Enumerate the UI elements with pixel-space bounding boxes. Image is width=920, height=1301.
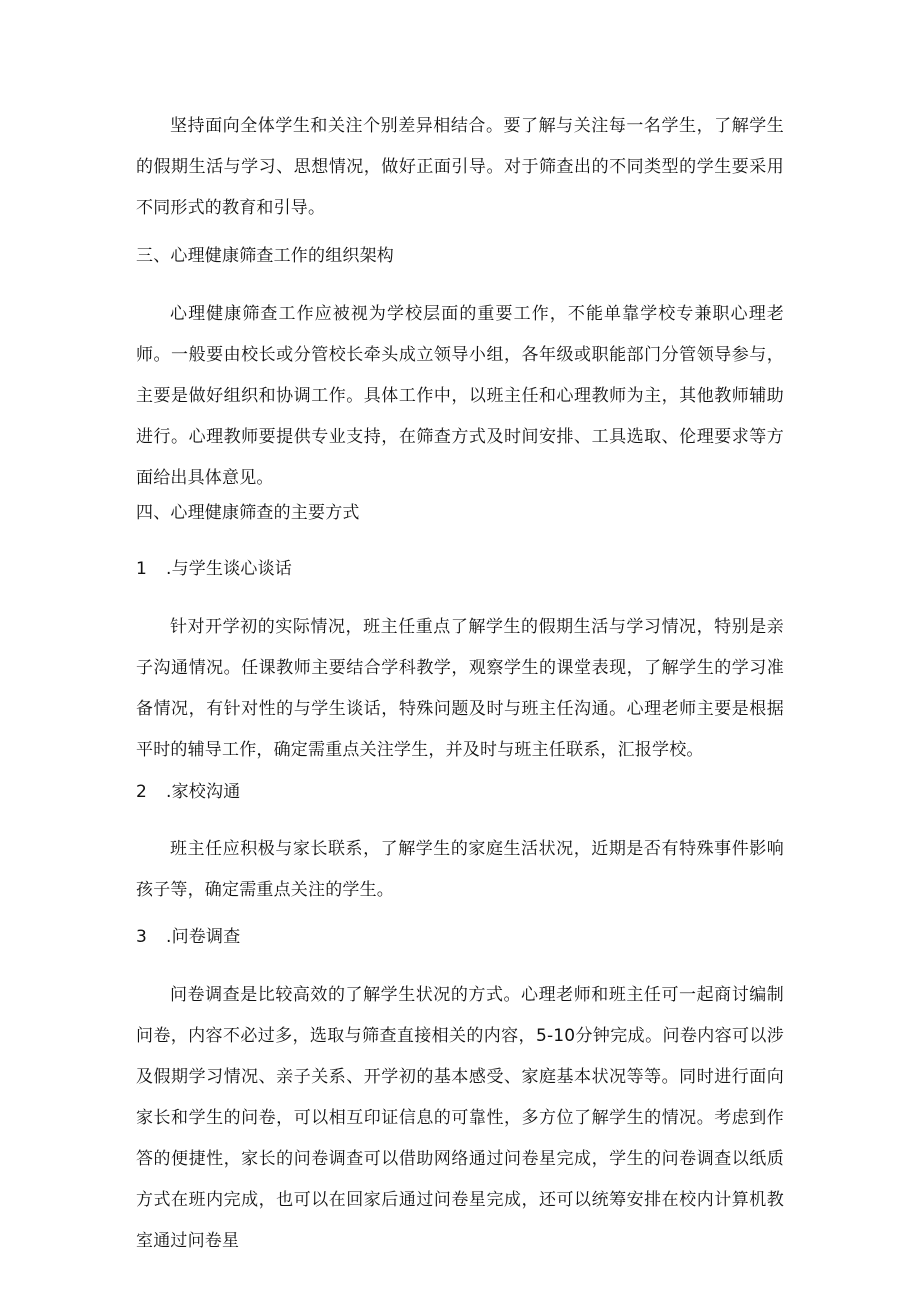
subheading-talk-title: .与学生谈心谈话: [166, 559, 293, 579]
paragraph-survey: 问卷调查是比较高效的了解学生状况的方式。心理老师和班主任可一起商讨编制问卷，内容不必过多，选取与筛查直接相关的内容，5-10分钟完成。问卷内容可以涉及假期学习情况、亲子关系、开学初的基本感受、家庭基本状况等等。同时进行面向家长和学生的问卷，可以相互印证信息的可靠性，多方位了解学生的情况。考虑到作答的便捷性，家长的问卷调查可以借助网络通过问卷星完成，学生的问卷调查以纸质方式在班内完成，也可以在回家后通过问卷星完成，还可以统筹安排在校内计算机教室通过问卷星: [136, 985, 784, 1251]
paragraph-talk: 针对开学初的实际情况，班主任重点了解学生的假期生活与学习情况，特别是亲子沟通情况。任课教师主要结合学科教学，观察学生的课堂表现，了解学生的学习准备情况，有针对性的与学生谈话，特殊问题及时与班主任沟通。心理老师主要是根据平时的辅导工作，确定需重点关注学生，并及时与班主任联系，汇报学校。: [136, 617, 784, 760]
subheading-home-school: [136, 780, 240, 804]
subheading-survey-title: .问卷调查: [166, 927, 241, 947]
section-heading-organization: 三、心理健康筛查工作的组织架构: [136, 246, 394, 266]
section-heading-methods-text: 四、心理健康筛查的主要方式: [136, 503, 360, 523]
paragraph-home-school: 班主任应积极与家长联系，了解学生的家庭生活状况，近期是否有特殊事件影响孩子等，确定需重点关注的学生。: [136, 839, 784, 900]
section-heading-methods: [136, 501, 360, 525]
paragraph-organization: 心理健康筛查工作应被视为学校层面的重要工作，不能单靠学校专兼职心理老师。一般要由校长或分管校长牵头成立领导小组，各年级或职能部门分管领导参与，主要是做好组织和协调工作。具体工作中，以班主任和心理教师为主，其他教师辅助进行。心理教师要提供专业支持，在筛查方式及时间安排、工具选取、伦理要求等方面给出具体意见。: [136, 304, 784, 488]
subheading-home-school-number: 2: [136, 782, 148, 802]
subheading-survey: [136, 925, 240, 949]
subheading-home-school-title: .家校沟通: [166, 782, 241, 802]
paragraph-principle: 坚持面向全体学生和关注个别差异相结合。要了解与关注每一名学生，了解学生的假期生活与学习、思想情况，做好正面引导。对于筛查出的不同类型的学生要采用不同形式的教育和引导。: [136, 116, 784, 218]
subheading-talk: [136, 557, 292, 581]
subheading-talk-number: 1: [136, 559, 148, 579]
subheading-survey-number: 3: [136, 927, 148, 947]
